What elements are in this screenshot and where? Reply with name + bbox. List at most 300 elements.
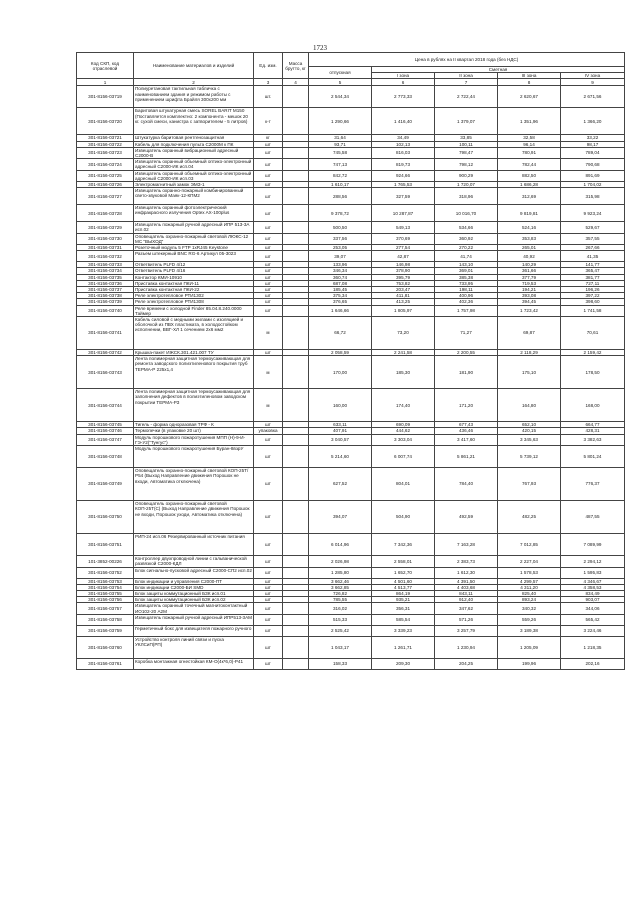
cell-release: 376,65 bbox=[309, 299, 372, 305]
cell-name: Баритовая штукатурная смесь SOREL BARIT M150 (Поставляется комплектно: 2 компонента - мешок 20 кг. сухой смеси, канистра с затворителем - 5 литров) bbox=[134, 108, 254, 135]
cell-zone-2: 171,20 bbox=[435, 389, 498, 422]
cell-zone-3: 394,45 bbox=[498, 299, 561, 305]
cell-mass bbox=[283, 86, 309, 108]
table-row bbox=[77, 233, 625, 244]
cell-zone-3: 1 205,09 bbox=[498, 636, 561, 658]
cell-name: Электромагнитный замок ЭМЗ-1 bbox=[134, 182, 254, 188]
cell-code: 301-8156-03748 bbox=[77, 446, 134, 468]
cell-zone-3: 652,10 bbox=[498, 422, 561, 428]
table-row bbox=[77, 636, 625, 658]
header-estimate: Сметная bbox=[372, 67, 625, 73]
cell-code: 301-8156-03752 bbox=[77, 567, 134, 578]
cell-mass bbox=[283, 389, 309, 422]
cell-zone-3: 719,53 bbox=[498, 280, 561, 286]
cell-release: 745,58 bbox=[309, 147, 372, 158]
cell-release: 1 043,17 bbox=[309, 636, 372, 658]
cell-code: 301-8156-03758 bbox=[77, 614, 134, 625]
cell-code: 301-8156-03730 bbox=[77, 233, 134, 244]
cell-name: Извещатель пожарный ручной адресный ИПР 513-3А исп.02 bbox=[134, 222, 254, 233]
cell-unit: шт bbox=[254, 534, 283, 556]
cell-zone-4: 5 801,24 bbox=[561, 446, 625, 468]
cell-zone-3: 4 299,57 bbox=[498, 578, 561, 584]
cell-unit: м bbox=[254, 356, 283, 389]
cell-zone-3: 353,83 bbox=[498, 233, 561, 244]
table-row bbox=[77, 556, 625, 567]
cell-zone-3: 5 739,12 bbox=[498, 446, 561, 468]
cell-release: 253,05 bbox=[309, 245, 372, 251]
cell-unit: шт bbox=[254, 567, 283, 578]
cell-unit: упаковка bbox=[254, 428, 283, 434]
cell-zone-4: 1 218,35 bbox=[561, 636, 625, 658]
page-number: 1723 bbox=[313, 44, 327, 52]
cell-release: 337,56 bbox=[309, 233, 372, 244]
cell-zone-3: 3 189,38 bbox=[498, 625, 561, 636]
header-unit: Ед. изм. bbox=[254, 53, 283, 79]
cell-mass bbox=[283, 233, 309, 244]
table-row bbox=[77, 251, 625, 262]
cell-zone-1: 6 007,74 bbox=[372, 446, 435, 468]
header-zone-1: I зона bbox=[372, 73, 435, 79]
cell-zone-4: 2 294,12 bbox=[561, 556, 625, 567]
cell-zone-1: 174,40 bbox=[372, 389, 435, 422]
cell-zone-2: 2 722,44 bbox=[435, 86, 498, 108]
cell-zone-3: 175,10 bbox=[498, 356, 561, 389]
cell-code: 301-8156-03727 bbox=[77, 188, 134, 205]
table-row bbox=[77, 625, 625, 636]
cell-zone-2: 400,96 bbox=[435, 293, 498, 299]
cell-zone-3: 164,80 bbox=[498, 389, 561, 422]
cell-code: 301-8156-03749 bbox=[77, 468, 134, 501]
cell-code: 301-8156-03746 bbox=[77, 428, 134, 434]
cell-code: 301-8156-03739 bbox=[77, 299, 134, 305]
cell-zone-2: 5 861,21 bbox=[435, 446, 498, 468]
cell-release: 785,55 bbox=[309, 597, 372, 603]
cell-zone-1: 34,49 bbox=[372, 135, 435, 141]
cell-zone-1: 1 765,53 bbox=[372, 182, 435, 188]
cell-zone-1: 370,69 bbox=[372, 233, 435, 244]
cell-unit: шт bbox=[254, 170, 283, 181]
cell-name: Оповещатель охранно-пожарный световой ЛЮКС-12 МС "ВЫХОД" bbox=[134, 233, 254, 244]
cell-mass bbox=[283, 147, 309, 158]
cell-unit: м bbox=[254, 389, 283, 422]
cell-unit: шт bbox=[254, 141, 283, 147]
header-name: Наименование материалов и изделий bbox=[134, 53, 254, 79]
cell-zone-4: 202,16 bbox=[561, 658, 625, 669]
cell-release: 288,56 bbox=[309, 188, 372, 205]
cell-zone-2: 1 720,07 bbox=[435, 182, 498, 188]
cell-unit: шт bbox=[254, 233, 283, 244]
cell-zone-2: 270,22 bbox=[435, 245, 498, 251]
cell-zone-2: 1 379,07 bbox=[435, 108, 498, 135]
cell-name: Блок индикации и управления С2000-ПТ bbox=[134, 578, 254, 584]
cell-zone-4: 7 089,99 bbox=[561, 534, 625, 556]
price-table bbox=[76, 52, 625, 670]
cell-name: Извещатель охранный вибрационный адресный С2000-В bbox=[134, 147, 254, 158]
cell-unit: шт bbox=[254, 556, 283, 567]
cell-release: 375,34 bbox=[309, 293, 372, 299]
cell-release: 39,07 bbox=[309, 251, 372, 262]
column-index: 2 bbox=[134, 79, 254, 86]
cell-code: 301-8156-03744 bbox=[77, 389, 134, 422]
cell-release: 133,96 bbox=[309, 262, 372, 268]
cell-zone-2: 677,43 bbox=[435, 422, 498, 428]
cell-zone-3: 2 118,29 bbox=[498, 350, 561, 356]
cell-zone-3: 1 686,28 bbox=[498, 182, 561, 188]
cell-unit: шт bbox=[254, 584, 283, 590]
cell-code: 301-8156-03736 bbox=[77, 280, 134, 286]
cell-mass bbox=[283, 658, 309, 669]
cell-zone-2: 2 200,55 bbox=[435, 350, 498, 356]
cell-zone-2: 198,11 bbox=[435, 287, 498, 293]
cell-zone-4: 267,66 bbox=[561, 245, 625, 251]
cell-zone-4: 178,50 bbox=[561, 356, 625, 389]
cell-zone-3: 782,44 bbox=[498, 159, 561, 170]
cell-zone-2: 10 016,70 bbox=[435, 205, 498, 222]
cell-name: Модуль порошкового пожаротушения Буран-8взрУ bbox=[134, 446, 254, 468]
cell-unit: шт bbox=[254, 468, 283, 501]
cell-mass bbox=[283, 501, 309, 534]
table-row bbox=[77, 567, 625, 578]
cell-mass bbox=[283, 108, 309, 135]
cell-name: Устройство контроля линий связи и пуска УКЛСиП(РП) bbox=[134, 636, 254, 658]
cell-unit: шт bbox=[254, 501, 283, 534]
cell-mass bbox=[283, 205, 309, 222]
cell-zone-1: 1 261,71 bbox=[372, 636, 435, 658]
cell-zone-2: 843,11 bbox=[435, 590, 498, 596]
header-zone-2: II зона bbox=[435, 73, 498, 79]
cell-zone-3: 893,24 bbox=[498, 597, 561, 603]
cell-release: 627,52 bbox=[309, 468, 372, 501]
cell-name: Модуль порошкового пожаротушения МПП (Н)-9-И-ГЭ-У2("Тунгус") bbox=[134, 434, 254, 445]
table-row bbox=[77, 86, 625, 108]
cell-zone-1: 356,31 bbox=[372, 603, 435, 614]
cell-zone-3: 1 351,96 bbox=[498, 108, 561, 135]
cell-name: Приставка контактная ПКИ-22 bbox=[134, 287, 254, 293]
cell-zone-1: 411,81 bbox=[372, 293, 435, 299]
cell-unit: шт bbox=[254, 422, 283, 428]
column-index: 5 bbox=[309, 79, 372, 86]
cell-zone-1: 753,82 bbox=[372, 280, 435, 286]
header-release: отпускная bbox=[309, 67, 372, 79]
cell-zone-1: 2 558,01 bbox=[372, 556, 435, 567]
cell-release: 316,02 bbox=[309, 603, 372, 614]
cell-name: Кабель силовой с медными жилами с изоляцией и оболочкой из ПВХ пластиката, в холодостойком исполнении, ВВГ-ХЛ 1 сечением 2х6 мм2 bbox=[134, 317, 254, 350]
table-row bbox=[77, 108, 625, 135]
cell-zone-1: 4 513,77 bbox=[372, 584, 435, 590]
cell-zone-2: 1 757,98 bbox=[435, 305, 498, 316]
cell-name: Приставка контактная ПКИ-11 bbox=[134, 280, 254, 286]
cell-unit: шт bbox=[254, 274, 283, 280]
cell-zone-3: 3 345,63 bbox=[498, 434, 561, 445]
header-price-group: Цена в рублях на II квартал 2018 года (без НДС) bbox=[309, 53, 625, 67]
cell-zone-2: 900,29 bbox=[435, 170, 498, 181]
cell-code: 301-8156-03732 bbox=[77, 251, 134, 262]
cell-release: 9 378,72 bbox=[309, 205, 372, 222]
cell-release: 93,71 bbox=[309, 141, 372, 147]
cell-zone-1: 2 241,58 bbox=[372, 350, 435, 356]
cell-mass bbox=[283, 468, 309, 501]
cell-zone-4: 141,77 bbox=[561, 262, 625, 268]
cell-zone-2: 33,85 bbox=[435, 135, 498, 141]
table-row bbox=[77, 534, 625, 556]
table-row bbox=[77, 188, 625, 205]
cell-zone-2: 3 417,60 bbox=[435, 434, 498, 445]
cell-zone-1: 327,59 bbox=[372, 188, 435, 205]
cell-code: 301-8156-03722 bbox=[77, 141, 134, 147]
cell-name: Блок индикации С2000-БИ SMD bbox=[134, 584, 254, 590]
cell-name: Полиуретановая тактильная табличка с наименованием здания и режимом работы с применением шрифта Брайля 300х200 мм bbox=[134, 86, 254, 108]
cell-zone-4: 2 671,56 bbox=[561, 86, 625, 108]
cell-unit: шт bbox=[254, 182, 283, 188]
cell-zone-2: 41,74 bbox=[435, 251, 498, 262]
cell-unit: шт bbox=[254, 147, 283, 158]
cell-zone-1: 1 805,97 bbox=[372, 305, 435, 316]
cell-zone-4: 344,06 bbox=[561, 603, 625, 614]
cell-mass bbox=[283, 356, 309, 389]
table-row bbox=[77, 305, 625, 316]
header-code: Код СКП, код отраслевой bbox=[77, 53, 134, 79]
cell-zone-2: 2 383,73 bbox=[435, 556, 498, 567]
cell-release: 747,13 bbox=[309, 159, 372, 170]
cell-zone-4: 168,00 bbox=[561, 389, 625, 422]
table-row bbox=[77, 159, 625, 170]
cell-unit: к-т bbox=[254, 108, 283, 135]
cell-zone-4: 834,49 bbox=[561, 590, 625, 596]
cell-release: 346,34 bbox=[309, 268, 372, 274]
cell-zone-1: 73,20 bbox=[372, 317, 435, 350]
table-row bbox=[77, 614, 625, 625]
cell-zone-2: 4 391,50 bbox=[435, 578, 498, 584]
column-index-row bbox=[77, 79, 625, 86]
cell-zone-1: 1 416,40 bbox=[372, 108, 435, 135]
cell-unit: шт bbox=[254, 222, 283, 233]
table-row bbox=[77, 317, 625, 350]
cell-name: Крышка-пакет ИЖСК.301.421.007 ТУ bbox=[134, 350, 254, 356]
cell-code: 301-8156-03733 bbox=[77, 262, 134, 268]
cell-name: Оповещатель охранно-пожарный световой КОП-25Т/Р54 (Выход Направление движения Порошок не входи, Автоматика отключена) bbox=[134, 468, 254, 501]
table-row bbox=[77, 170, 625, 181]
cell-release: 2 525,42 bbox=[309, 625, 372, 636]
cell-unit: шт bbox=[254, 658, 283, 669]
cell-mass bbox=[283, 534, 309, 556]
table-body bbox=[77, 86, 625, 669]
cell-zone-4: 891,69 bbox=[561, 170, 625, 181]
cell-name: Штукатурка баритовая рентгенозащитная bbox=[134, 135, 254, 141]
table-row bbox=[77, 356, 625, 389]
cell-zone-1: 3 303,04 bbox=[372, 434, 435, 445]
cell-zone-3: 1 578,53 bbox=[498, 567, 561, 578]
column-index: 9 bbox=[561, 79, 625, 86]
cell-zone-2: 798,47 bbox=[435, 147, 498, 158]
column-index: 1 bbox=[77, 79, 134, 86]
cell-zone-4: 776,37 bbox=[561, 468, 625, 501]
cell-unit: шт. bbox=[254, 86, 283, 108]
cell-code: 301-8156-03720 bbox=[77, 108, 134, 135]
cell-name: Блок сигнально-пусковой адресный С2000-СП2 исп.02 bbox=[134, 567, 254, 578]
cell-code: 301-8156-03735 bbox=[77, 274, 134, 280]
cell-code: 301-8156-03741 bbox=[77, 317, 134, 350]
cell-zone-1: 4 501,60 bbox=[372, 578, 435, 584]
cell-zone-4: 397,22 bbox=[561, 293, 625, 299]
cell-mass bbox=[283, 446, 309, 468]
cell-zone-1: 864,19 bbox=[372, 590, 435, 596]
cell-zone-1: 504,90 bbox=[372, 501, 435, 534]
cell-zone-2: 571,26 bbox=[435, 614, 498, 625]
cell-zone-2: 318,96 bbox=[435, 188, 498, 205]
cell-zone-4: 41,35 bbox=[561, 251, 625, 262]
cell-code: 301-8156-03750 bbox=[77, 501, 134, 534]
cell-zone-4: 428,31 bbox=[561, 428, 625, 434]
cell-zone-2: 492,59 bbox=[435, 501, 498, 534]
cell-name: Разъем штекерный BNC RG-6 Артикул 05-3023 bbox=[134, 251, 254, 262]
cell-name: Контактор КМИ-10910 bbox=[134, 274, 254, 280]
cell-zone-3: 96,14 bbox=[498, 141, 561, 147]
cell-unit: шт bbox=[254, 305, 283, 316]
cell-unit: шт bbox=[254, 280, 283, 286]
cell-zone-2: 181,90 bbox=[435, 356, 498, 389]
cell-zone-1: 413,25 bbox=[372, 299, 435, 305]
cell-zone-2: 733,95 bbox=[435, 280, 498, 286]
cell-unit: шт bbox=[254, 597, 283, 603]
cell-zone-4: 727,11 bbox=[561, 280, 625, 286]
cell-unit: м bbox=[254, 317, 283, 350]
cell-unit: шт bbox=[254, 159, 283, 170]
cell-zone-1: 819,73 bbox=[372, 159, 435, 170]
cell-zone-1: 444,62 bbox=[372, 428, 435, 434]
cell-zone-4: 789,04 bbox=[561, 147, 625, 158]
cell-zone-4: 3 382,63 bbox=[561, 434, 625, 445]
cell-zone-3: 2 227,04 bbox=[498, 556, 561, 567]
cell-zone-4: 565,42 bbox=[561, 614, 625, 625]
cell-zone-3: 361,66 bbox=[498, 268, 561, 274]
cell-code: 301-8156-03737 bbox=[77, 287, 134, 293]
cell-zone-4: 664,77 bbox=[561, 422, 625, 428]
cell-unit: шт bbox=[254, 299, 283, 305]
cell-name: Герметичный бокс для извещателя пожарного ручного bbox=[134, 625, 254, 636]
cell-release: 515,33 bbox=[309, 614, 372, 625]
header-mass: Масса брутто, кг bbox=[283, 53, 309, 79]
cell-code: 301-8156-03723 bbox=[77, 147, 134, 158]
cell-unit: шт bbox=[254, 446, 283, 468]
cell-release: 66,72 bbox=[309, 317, 372, 350]
table-row bbox=[77, 434, 625, 445]
cell-zone-1: 804,01 bbox=[372, 468, 435, 501]
cell-mass bbox=[283, 614, 309, 625]
cell-code: 301-8156-03731 bbox=[77, 245, 134, 251]
cell-zone-2: 385,38 bbox=[435, 274, 498, 280]
cell-zone-4: 98,17 bbox=[561, 141, 625, 147]
cell-release: 1 610,17 bbox=[309, 182, 372, 188]
table-row bbox=[77, 205, 625, 222]
cell-zone-3: 194,21 bbox=[498, 287, 561, 293]
cell-name: Коробка монтажная огнестойкая КМ-О(4к*6,0)-Р41 bbox=[134, 658, 254, 669]
cell-zone-1: 203,47 bbox=[372, 287, 435, 293]
cell-zone-1: 935,21 bbox=[372, 597, 435, 603]
cell-release: 31,64 bbox=[309, 135, 372, 141]
cell-zone-2: 1 612,30 bbox=[435, 567, 498, 578]
cell-release: 633,11 bbox=[309, 422, 372, 428]
cell-zone-3: 524,16 bbox=[498, 222, 561, 233]
cell-name: РИП-24 исп.06 Резервированный источник питания bbox=[134, 534, 254, 556]
cell-zone-3: 7 012,85 bbox=[498, 534, 561, 556]
cell-mass bbox=[283, 567, 309, 578]
cell-zone-3: 69,87 bbox=[498, 317, 561, 350]
cell-release: 6 014,96 bbox=[309, 534, 372, 556]
cell-mass bbox=[283, 170, 309, 181]
cell-unit: шт bbox=[254, 262, 283, 268]
cell-zone-1: 690,09 bbox=[372, 422, 435, 428]
cell-zone-4: 3 224,46 bbox=[561, 625, 625, 636]
cell-zone-3: 780,91 bbox=[498, 147, 561, 158]
cell-unit: шт bbox=[254, 614, 283, 625]
cell-release: 3 040,57 bbox=[309, 434, 372, 445]
cell-zone-1: 3 339,23 bbox=[372, 625, 435, 636]
cell-mass bbox=[283, 625, 309, 636]
cell-zone-1: 7 342,36 bbox=[372, 534, 435, 556]
cell-zone-4: 487,55 bbox=[561, 501, 625, 534]
cell-zone-2: 534,66 bbox=[435, 222, 498, 233]
cell-zone-3: 265,01 bbox=[498, 245, 561, 251]
cell-code: 301-8156-03743 bbox=[77, 356, 134, 389]
cell-release: 687,08 bbox=[309, 280, 372, 286]
cell-code: 301-8156-03745 bbox=[77, 422, 134, 428]
column-index: 4 bbox=[283, 79, 309, 86]
cell-zone-3: 420,15 bbox=[498, 428, 561, 434]
cell-zone-3: 825,40 bbox=[498, 590, 561, 596]
cell-zone-2: 71,27 bbox=[435, 317, 498, 350]
cell-zone-3: 559,26 bbox=[498, 614, 561, 625]
cell-zone-1: 277,54 bbox=[372, 245, 435, 251]
table-row bbox=[77, 389, 625, 422]
cell-zone-4: 1 704,02 bbox=[561, 182, 625, 188]
cell-code: 301-8156-03761 bbox=[77, 658, 134, 669]
cell-name: Тигель - форма одноразовая ТРФ - К bbox=[134, 422, 254, 428]
cell-zone-1: 42,87 bbox=[372, 251, 435, 262]
cell-zone-4: 357,55 bbox=[561, 233, 625, 244]
cell-zone-2: 798,12 bbox=[435, 159, 498, 170]
header-zone-3: III зона bbox=[498, 73, 561, 79]
cell-zone-1: 378,90 bbox=[372, 268, 435, 274]
cell-zone-3: 140,29 bbox=[498, 262, 561, 268]
cell-zone-1: 1 652,70 bbox=[372, 567, 435, 578]
cell-name: Термопечки (в упаковке 20 шт) bbox=[134, 428, 254, 434]
cell-name: Ответвитель PLFD 4/12 bbox=[134, 262, 254, 268]
cell-mass bbox=[283, 603, 309, 614]
cell-zone-2: 100,11 bbox=[435, 141, 498, 147]
cell-zone-1: 209,30 bbox=[372, 658, 435, 669]
cell-mass bbox=[283, 305, 309, 316]
cell-release: 360,74 bbox=[309, 274, 372, 280]
cell-zone-3: 9 819,81 bbox=[498, 205, 561, 222]
cell-release: 160,00 bbox=[309, 389, 372, 422]
cell-unit: шт bbox=[254, 590, 283, 596]
cell-zone-1: 185,30 bbox=[372, 356, 435, 389]
cell-code: 301-8156-03740 bbox=[77, 305, 134, 316]
cell-zone-1: 2 773,33 bbox=[372, 86, 435, 108]
cell-name: Реле времени с холодной Finder 85.04.8.240.0000 Таймер bbox=[134, 305, 254, 316]
cell-unit: шт bbox=[254, 434, 283, 445]
cell-release: 3 662,85 bbox=[309, 584, 372, 590]
column-index: 3 bbox=[254, 79, 283, 86]
cell-zone-4: 9 923,24 bbox=[561, 205, 625, 222]
cell-name: Извещатель пожарный ручной адресный ИПР513-3АМ bbox=[134, 614, 254, 625]
cell-release: 726,82 bbox=[309, 590, 372, 596]
cell-code: 301-8156-03754 bbox=[77, 584, 134, 590]
table-row bbox=[77, 468, 625, 501]
cell-name: Реле электротепловое РТИ1308 bbox=[134, 299, 254, 305]
cell-mass bbox=[283, 251, 309, 262]
cell-unit: шт bbox=[254, 578, 283, 584]
